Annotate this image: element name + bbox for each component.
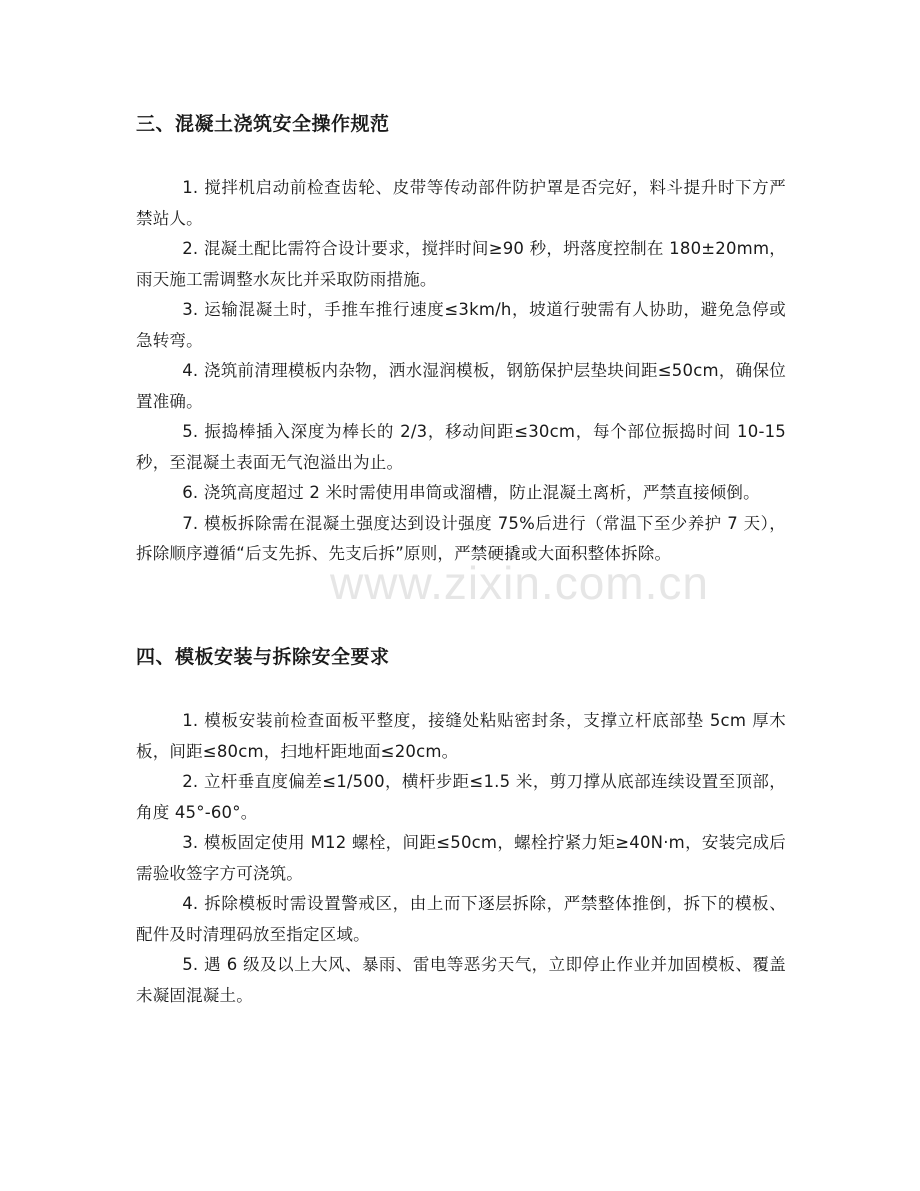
section-formwork-safety [136, 642, 786, 1011]
section-items [136, 706, 786, 1011]
section-heading: 四、模板安装与拆除安全要求 [136, 646, 390, 668]
section-heading: 三、混凝土浇筑安全操作规范 [136, 113, 390, 135]
section-concrete-pouring [136, 109, 786, 570]
section-items [136, 173, 786, 570]
list-item: 1. 模板安装前检查面板平整度，接缝处粘贴密封条，支撑立杆底部垫 5cm 厚木板，间距≤80cm，扫地杆距地面≤20cm。 [136, 711, 786, 761]
list-item: 7. 模板拆除需在混凝土强度达到设计强度 75%后进行（常温下至少养护 7 天），拆除顺序遵循“后支先拆、先支后拆”原则，严禁硬撬或大面积整体拆除。 [136, 513, 786, 563]
list-item: 2. 混凝土配比需符合设计要求，搅拌时间≥90 秒，坍落度控制在 180±20mm，雨天施工需调整水灰比并采取防雨措施。 [136, 239, 786, 289]
list-item: 2. 立杆垂直度偏差≤1/500，横杆步距≤1.5 米，剪刀撑从底部连续设置至顶部，角度 45°-60°。 [136, 772, 786, 822]
list-item: 3. 模板固定使用 M12 螺栓，间距≤50cm，螺栓拧紧力矩≥40N·m，安装完成后需验收签字方可浇筑。 [136, 833, 786, 883]
list-item: 3. 运输混凝土时，手推车推行速度≤3km/h，坡道行驶需有人协助，避免急停或急转弯。 [136, 300, 786, 350]
list-item: 5. 遇 6 级及以上大风、暴雨、雷电等恶劣天气，立即停止作业并加固模板、覆盖未凝固混凝土。 [136, 955, 786, 1005]
list-item: 4. 浇筑前清理模板内杂物，洒水湿润模板，钢筋保护层垫块间距≤50cm，确保位置准确。 [136, 361, 786, 411]
list-item: 5. 振捣棒插入深度为棒长的 2/3，移动间距≤30cm，每个部位振捣时间 10-15 秒，至混凝土表面无气泡溢出为止。 [136, 422, 786, 472]
list-item: 1. 搅拌机启动前检查齿轮、皮带等传动部件防护罩是否完好，料斗提升时下方严禁站人。 [136, 178, 786, 228]
list-item: 6. 浇筑高度超过 2 米时需使用串筒或溜槽，防止混凝土离析，严禁直接倾倒。 [182, 483, 760, 502]
watermark: www.zixin.com.cn [330, 557, 709, 609]
list-item: 4. 拆除模板时需设置警戒区，由上而下逐层拆除，严禁整体推倒，拆下的模板、配件及时清理码放至指定区域。 [136, 894, 786, 944]
